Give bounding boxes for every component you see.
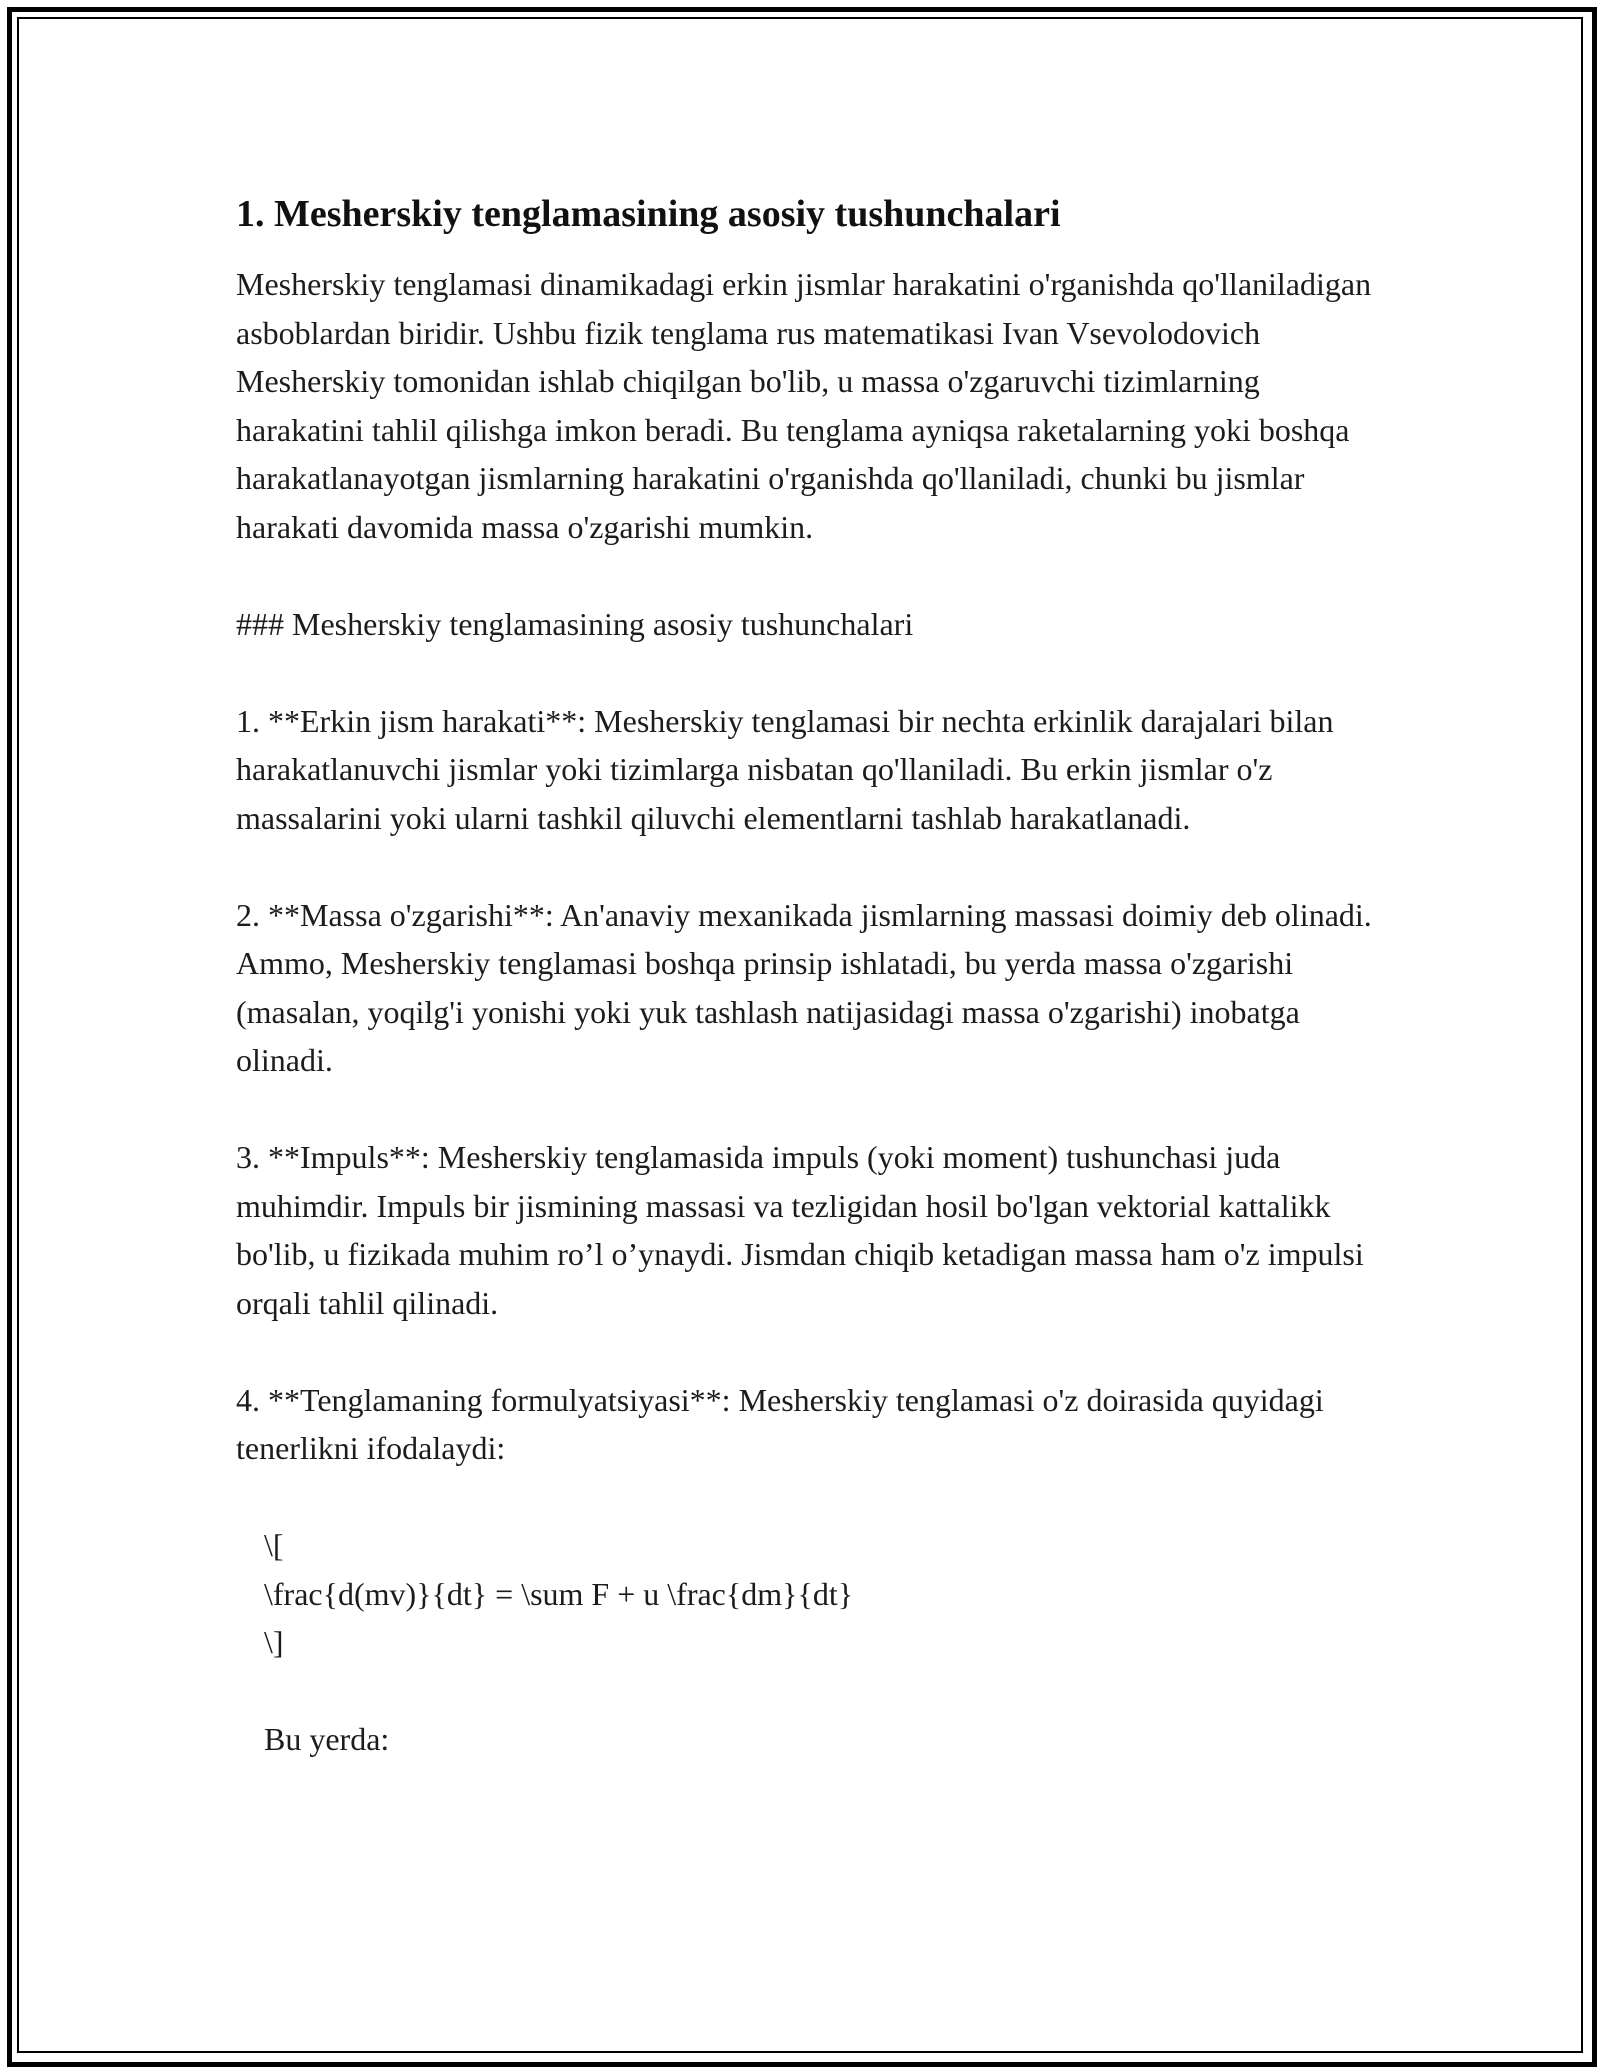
formula-open: \[ xyxy=(264,1527,284,1563)
list-item: 3. **Impuls**: Mesherskiy tenglamasida impuls (yoki moment) tushunchasi juda muhimdir. Impuls bir jismining massasi va tezligidan hosil bo'lgan vektorial kattalikk bo'lib, u fizikada muhim ro’l o’ynaydi. Jismdan chiqib ketadigan massa ham o'z impulsi orqali tahlil qilinadi. xyxy=(236,1139,1364,1321)
spacer xyxy=(236,1473,1376,1522)
intro-paragraph: Mesherskiy tenglamasi dinamikadagi erkin jismlar harakatini o'rganishda qo'llaniladigan asboblardan biridir. Ushbu fizik tenglama rus matematikasi Ivan Vsevolodovich Mesherskiy tomonidan ishlab chiqilgan bo'lib, u massa o'zgaruvchi tizimlarning harakatini tahlil qilishga imkon beradi. Bu tenglama ayniqsa raketalarning yoki boshqa harakatlanayotgan jismlarning harakatini o'rganishda qo'llaniladi, chunki bu jismlar harakati davomida massa o'zgarishi mumkin. xyxy=(236,266,1372,545)
formula-close: \] xyxy=(264,1624,284,1660)
where-label: Bu yerda: xyxy=(264,1721,390,1757)
spacer xyxy=(236,842,1376,891)
spacer xyxy=(236,1667,1376,1716)
spacer xyxy=(236,1085,1376,1134)
subheading-line: ### Mesherskiy tenglamasining asosiy tushunchalari xyxy=(236,605,914,642)
section-heading: 1. Mesherskiy tenglamasining asosiy tushunchalari xyxy=(236,193,1061,235)
list-item: 2. **Massa o'zgarishi**: An'anaviy mexanikada jismlarning massasi doimiy deb olinadi. Ammo, Mesherskiy tenglamasi boshqa prinsip ishlatadi, bu yerda massa o'zgarishi (masalan, yoqilg'i yonishi yoki yuk tashlash natijasidagi massa o'zgarishi) inobatga olinadi. xyxy=(236,896,1372,1078)
list-item: 1. **Erkin jism harakati**: Mesherskiy tenglamasi bir nechta erkinlik darajalari bilan harakatlanuvchi jismlar yoki tizimlarga nisbatan qo'llaniladi. Bu erkin jismlar o'z massalarini yoki ularni tashkil qiluvchi elementlarni tashlab harakatlanadi. xyxy=(236,702,1334,836)
spacer xyxy=(236,1327,1376,1376)
spacer xyxy=(236,648,1376,697)
spacer xyxy=(236,551,1376,600)
list-item: 4. **Tenglamaning formulyatsiyasi**: Mesherskiy tenglamasi o'z doirasida quyidagi tenerlikni ifodalaydi: xyxy=(236,1381,1324,1466)
formula-body: \frac{d(mv)}{dt} = \sum F + u \frac{dm}{dt} xyxy=(264,1575,854,1612)
document-body xyxy=(236,190,1376,1764)
